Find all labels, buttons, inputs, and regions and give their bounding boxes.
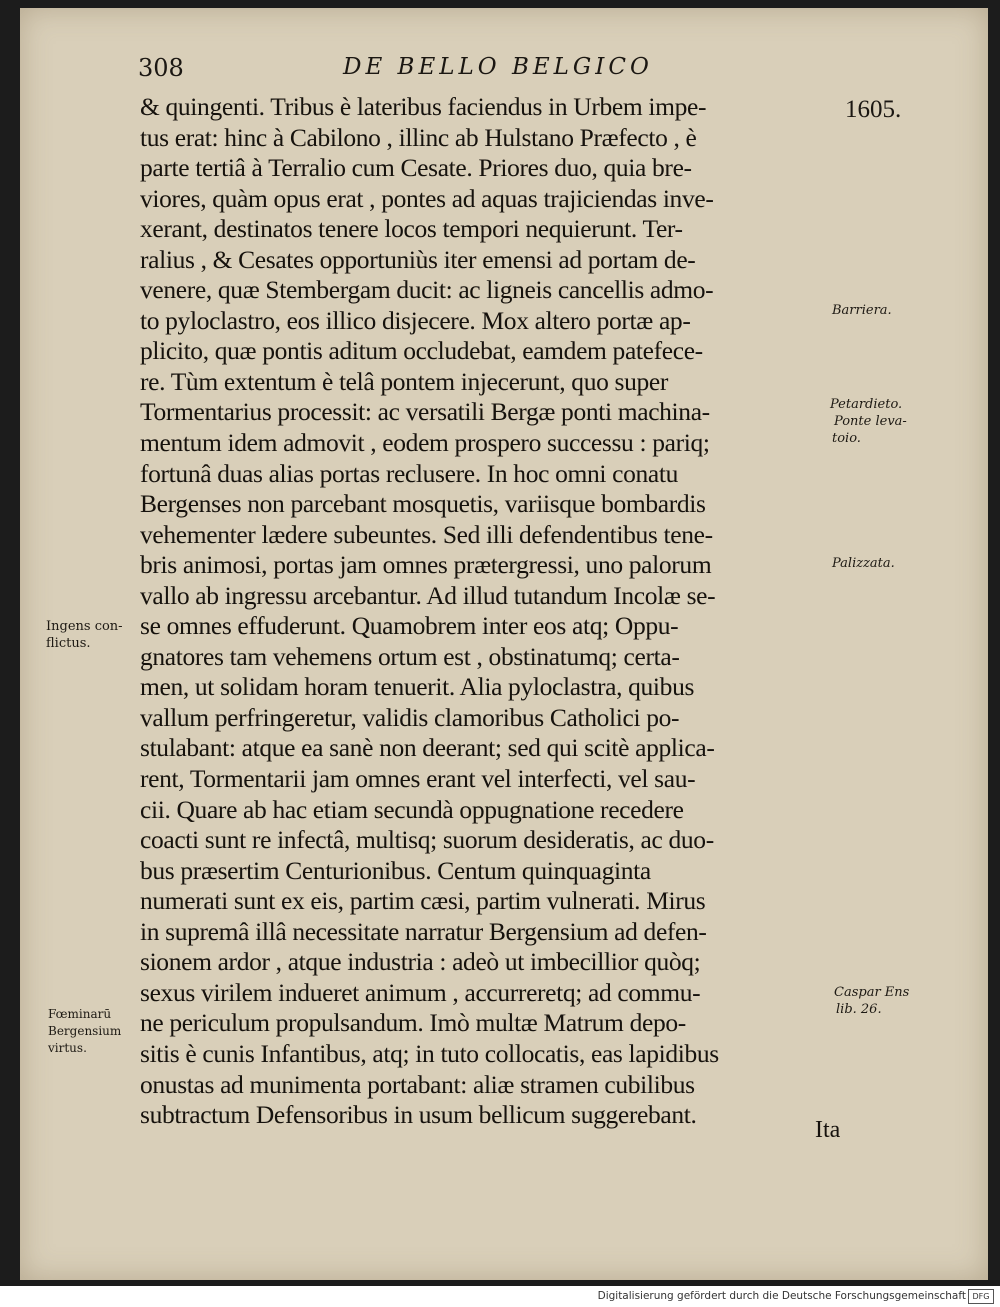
margin-note-line: Barriera.: [832, 303, 892, 318]
text-line: & quingenti. Tribus è lateribus faciendus in Urbem impe-: [140, 92, 707, 121]
text-line: venere, quæ Stembergam ducit: ac ligneis cancellis admo-: [140, 275, 714, 305]
text-line: plicito, quæ pontis aditum occludebat, eamdem patefece-: [140, 336, 703, 366]
text-line: numerati sunt ex eis, partim cæsi, partim vulnerati. Mirus: [140, 886, 706, 916]
text-line: vehementer lædere subeuntes. Sed illi defendentibus tene-: [140, 519, 713, 549]
body-text: [140, 92, 840, 1131]
margin-note-line: toio.: [832, 431, 861, 446]
footer-bar: [0, 1286, 1000, 1307]
page-header: [138, 52, 658, 88]
margin-note-barriera: [832, 302, 892, 319]
text-line: vallum perfringeretur, validis clamoribus Catholici po-: [140, 702, 680, 732]
margin-note-line: Caspar Ens: [834, 985, 910, 1000]
year-marginal: 1605.: [845, 96, 902, 123]
text-line: Tormentarius processit: ac versatili Bergæ ponti machina-: [140, 397, 710, 427]
text-line: to pyloclastro, eos illico disjecere. Mox altero portæ ap-: [140, 305, 691, 335]
text-line: bus præsertim Centurionibus. Centum quinquaginta: [140, 855, 651, 885]
text-line: tus erat: hinc à Cabilono , illinc ab Hulstano Præfecto , è: [140, 122, 697, 152]
text-line: coacti sunt re infectâ, multisq; suorum desideratis, ac duo-: [140, 825, 714, 855]
text-line: xerant, destinatos tenere locos tempori nequierunt. Ter-: [140, 214, 683, 244]
text-line: viores, quàm opus erat , pontes ad aquas trajiciendas inve-: [140, 183, 714, 213]
margin-note-foeminarum-virtus: [48, 1006, 121, 1057]
text-line: subtractum Defensoribus in usum bellicum suggerebant.: [140, 1100, 697, 1130]
text-line: fortunâ duas alias portas reclusere. In hoc omni conatu: [140, 458, 679, 488]
margin-note-line: lib. 26.: [836, 1002, 882, 1017]
text-line: parte tertiâ à Terralio cum Cesate. Priores duo, quia bre-: [140, 153, 692, 183]
text-line: Bergenses non parcebant mosquetis, variisque bombardis: [140, 489, 706, 519]
margin-note-line: flictus.: [46, 636, 91, 651]
text-line: sitis è cunis Infantibus, atq; in tuto collocatis, eas lapidibus: [140, 1038, 719, 1068]
text-line: bris animosi, portas jam omnes prætergressi, uno palorum: [140, 550, 712, 580]
text-line: re. Tùm extentum è telâ pontem injecerunt, quo super: [140, 366, 668, 396]
text-line: stulabant: atque ea sanè non deerant; sed qui scitè applica-: [140, 733, 715, 763]
text-line: sionem ardor , atque industria : adeò ut imbecillior quòq;: [140, 947, 701, 977]
text-line: in supremâ illâ necessitate narratur Bergensium ad defen-: [140, 916, 707, 946]
dfg-logo: DFG: [968, 1289, 994, 1304]
margin-note-line: Petardieto.: [830, 397, 903, 412]
footer-credit: Digitalisierung gefördert durch die Deutsche Forschungsgemeinschaft: [597, 1290, 966, 1302]
text-line: vallo ab ingressu arcebantur. Ad illud tutandum Incolæ se-: [140, 580, 716, 610]
margin-note-line: Palizzata.: [832, 556, 895, 571]
margin-note-line: Ponte leva-: [834, 414, 907, 429]
margin-note-line: virtus.: [48, 1041, 87, 1055]
running-title: DE BELLO BELGICO: [343, 54, 653, 80]
text-line: mentum idem admovit , eodem prospero successu : pariq;: [140, 428, 710, 458]
margin-note-line: Ingens con-: [46, 619, 123, 634]
margin-note-ingens-conflictus: [46, 618, 123, 652]
text-line: sexus virilem indueret animum , accurreretq; ad commu-: [140, 977, 701, 1007]
catchword: Ita: [815, 1117, 841, 1143]
text-line: ralius , & Cesates opportuniùs iter emensi ad portam de-: [140, 244, 696, 274]
margin-note-petardo: [830, 396, 907, 447]
margin-note-palizzata: [832, 555, 895, 572]
text-line: men, ut solidam horam tenuerit. Alia pyloclastra, quibus: [140, 672, 695, 702]
page-number: 308: [138, 54, 184, 82]
margin-note-caspar-ens: [834, 984, 909, 1018]
text-line: rent, Tormentarii jam omnes erant vel interfecti, vel sau-: [140, 764, 696, 794]
text-line: gnatores tam vehemens ortum est , obstinatumq; certa-: [140, 641, 680, 671]
text-line: cii. Quare ab hac etiam secundà oppugnatione recedere: [140, 794, 684, 824]
text-line: se omnes effuderunt. Quamobrem inter eos atq; Oppu-: [140, 611, 679, 641]
margin-note-line: Fœminarū: [48, 1007, 112, 1021]
margin-note-line: Bergensium: [48, 1024, 122, 1038]
text-line: onustas ad munimenta portabant: aliæ stramen cubilibus: [140, 1069, 695, 1099]
text-line: ne periculum propulsandum. Imò multæ Matrum depo-: [140, 1008, 686, 1038]
